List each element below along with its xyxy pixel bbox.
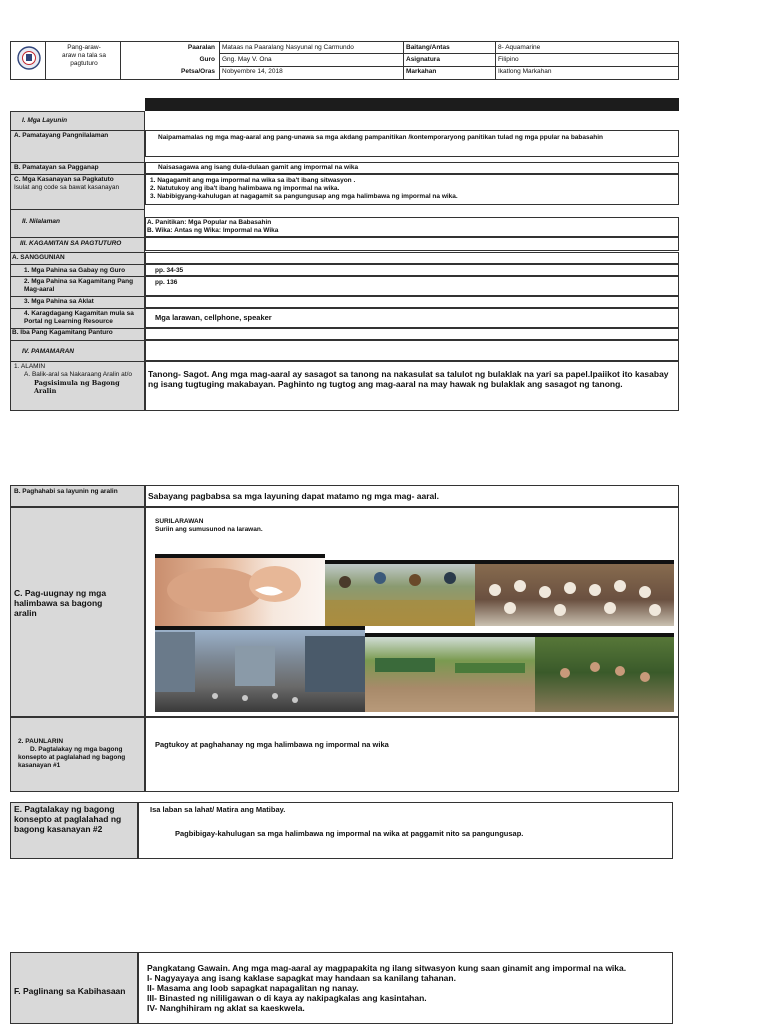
e-line2: Pagbibigay-kahulugan sa mga halimbawa ng impormal na wika at paggamit nito sa pangungusap. (175, 829, 524, 838)
kasanayan-label: C. Mga Kasanayan sa Pagkatuto (14, 176, 114, 183)
doc-label: Pang-araw- araw na tala sa pagtuturo (61, 44, 107, 67)
kagamitang-value: pp. 136 (155, 279, 178, 286)
kasanayan-item: 2. Natutukoy ang iba't ibang halimbawa ng impormal na wika. (150, 185, 340, 192)
lr-value: Mga larawan, cellphone, speaker (155, 313, 272, 322)
kasanayan-sub: Isulat ang code sa bawat kasanayan (14, 184, 120, 191)
paghahabi-text: Sabayang pagbabsa sa mga layuning dapat matamo ng mga mag- aaral. (148, 491, 439, 501)
balik-sub: Pagsisimula ng Bagong Aralin (34, 379, 120, 395)
pagganap-text: Naisasagawa ang isang dula-dulaan gamit ang impormal na wika (158, 164, 359, 171)
aklat-label: 3. Mga Pahina sa Aklat (24, 298, 94, 305)
paaralan-label: Paaralan (187, 44, 215, 51)
balik-label: A. Balik-aral sa Nakaraang Aralin at/o (24, 371, 133, 378)
f-item: II- Masama ang loob sapagkat napagalitan ng nanay. (147, 983, 359, 993)
f-label: F. Paglinang sa Kabihasaan (14, 986, 126, 996)
f-list (147, 963, 671, 1013)
paghahabi-label: B. Paghahabi sa layunin ng aralin (14, 488, 118, 495)
kasanayan-item: 1. Nagagamit ang mga impormal na wika sa iba't ibang sitwasyon . (150, 177, 356, 184)
nilalaman-heading: II. Nilalaman (22, 218, 60, 225)
paaralan-value: Mataas na Paaralang Nasyunal ng Carmundo (222, 44, 354, 51)
surilarawan-title: SURILARAWAN (155, 518, 204, 525)
kagamitang-label: 2. Mga Pahina sa Kagamitang Pang Mag-aaral (24, 278, 134, 293)
pamantayang-text: Naipamamalas ng mga mag-aaral ang pang-unawa sa mga akdang pampanitikan /kontemporaryong panitikan tulad ng mga ppular na babasahin (158, 134, 603, 141)
photo-street (155, 626, 365, 712)
deped-seal (17, 44, 41, 74)
f-item: III- Binasted ng nililigawan o di kaya ay nakipagkalas ang kasintahan. (147, 993, 427, 1003)
alamin-label: 1. ALAMIN (14, 363, 46, 370)
asignatura-label: Asignatura (406, 56, 440, 63)
black-title-bar (145, 98, 679, 111)
kagamitan-heading: III. KAGAMITAN SA PAGTUTURO (20, 240, 122, 247)
guro-value: Gng. May V. Ona (222, 56, 272, 63)
f-item: I- Nagyayaya ang isang kaklase sapagkat may handaan sa kanilang tahanan. (147, 973, 456, 983)
markahan-value: Ikatlong Markahan (498, 68, 552, 75)
paunlarin-sub: D. Pagtalakay ng mga bagong konsepto at paglalahad ng bagong kasanayan #1 (18, 746, 126, 769)
baitang-value: 8- Aquamarine (498, 44, 541, 51)
e-label: E. Pagtalakay ng bagong konsepto at paglalahad ng bagong kasanayan #2 (14, 804, 122, 834)
photo-village (535, 633, 674, 712)
f-item: IV- Nanghihiram ng aklat sa kaeskwela. (147, 1003, 305, 1013)
baitang-label: Baitang/Antas (406, 44, 450, 51)
surilarawan-sub: Suriin ang sumusunod na larawan. (155, 526, 263, 533)
petsa-value: Nobyembre 14, 2018 (222, 68, 283, 75)
lr-label: 4. Karagdagang Kagamitan mula sa Portal ng Learning Resource (24, 310, 134, 325)
gabay-label: 1. Mga Pahina sa Gabay ng Guro (24, 267, 126, 274)
asignatura-value: Filipino (498, 56, 519, 63)
nilalaman-list: A. Panitikan: Mga Popular na Babasahin B. Wika: Antas ng Wika: Impormal na Wika (147, 219, 279, 234)
layunin-heading: I. Mga Layunin (22, 117, 68, 124)
paguugnay-label: C. Pag-uugnay ng mga halimbawa sa bagong aralin (14, 588, 107, 618)
gabay-value: pp. 34-35 (155, 267, 184, 274)
pamantayang-label: A. Pamatayang Pangnilalaman (14, 132, 109, 139)
petsa-label: Petsa/Oras (181, 68, 215, 75)
photo-students (475, 560, 674, 626)
sanggunian-label: A. SANGGUNIAN (12, 254, 65, 261)
paunlarin-text: Pagtukoy at paghahanay ng mga halimbawa ng impormal na wika (155, 740, 389, 749)
f-item: Pangkatang Gawain. Ang mga mag-aaral ay magpapakita ng ilang sitwasyon kung saan ginamit ang impormal na wika. (147, 963, 627, 973)
pamamaraan-heading: IV. PAMAMARAN (22, 348, 75, 355)
guro-label: Guro (199, 56, 215, 63)
photo-farmers (325, 560, 475, 626)
kasanayan-item: 3. Nabibigyang-kahulugan at nagagamit sa pangungusap ang mga halimbawa ng impormal na wika. (150, 193, 458, 200)
balik-text: Tanong- Sagot. Ang mga mag-aaral ay sasagot sa tanong na nakasulat sa talulot ng bulaklak na yari sa papel.Ipaiikot ito kasabay ng isang tugtuging makabayan. Paghinto ng tugtog ang mag-aaral na may hawak ng bulaklak ang sasagot ng tanong. (148, 369, 669, 389)
photo-market (365, 633, 535, 712)
markahan-label: Markahan (406, 68, 437, 75)
iba-label: B. Iba Pang Kagamitang Panturo (12, 329, 113, 336)
paunlarin-label: 2. PAUNLARIN (18, 738, 64, 745)
pagganap-label: B. Pamatayan sa Pagganap (14, 164, 99, 171)
kasanayan-list (150, 177, 670, 201)
e-line1: Isa laban sa lahat/ Matira ang Matibay. (150, 805, 286, 814)
photo-whisper (155, 554, 325, 626)
